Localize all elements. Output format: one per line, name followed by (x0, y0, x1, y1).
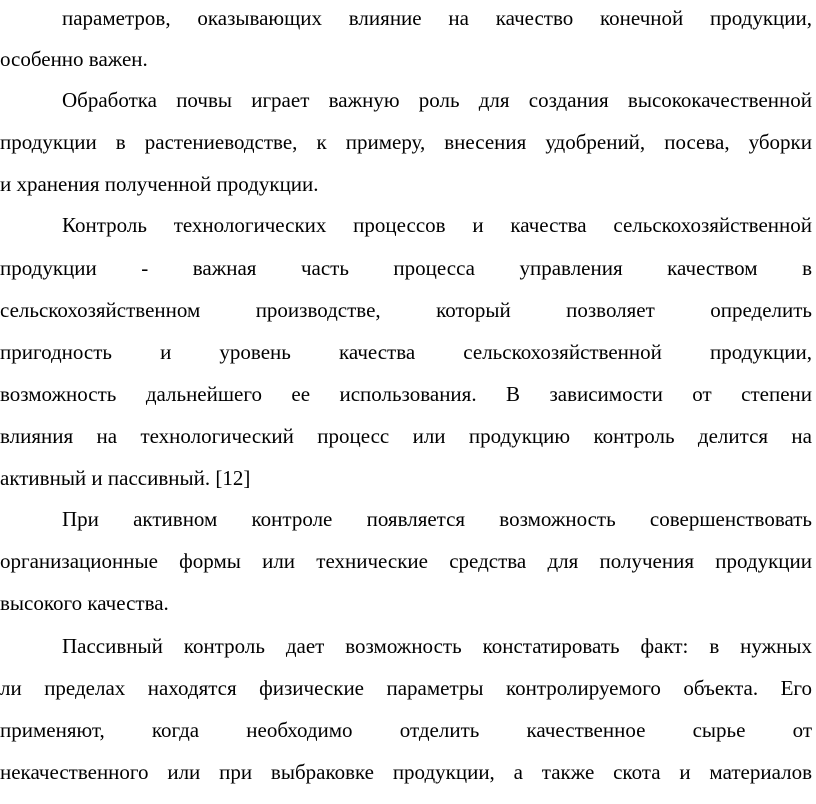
text-line: параметров, оказывающих влияние на качество конечной продукции, (62, 6, 812, 30)
text-line: возможность дальнейшего ее использования. В зависимости от степени (0, 382, 812, 406)
text-line: активный и пассивный. [12] (0, 466, 251, 490)
text-line: сельскохозяйственном производстве, который позволяет определить (0, 298, 812, 322)
text-line: Контроль технологических процессов и качества сельскохозяйственной (62, 213, 812, 237)
text-line: некачественного или при выбраковке продукции, а также скота и материалов (0, 760, 812, 784)
text-line: применяют, когда необходимо отделить качественное сырье от (0, 718, 812, 742)
text-line: и хранения полученной продукции. (0, 172, 319, 196)
text-line: пригодность и уровень качества сельскохозяйственной продукции, (0, 340, 812, 364)
text-line: высокого качества. (0, 591, 169, 615)
text-line: продукции в растениеводстве, к примеру, внесения удобрений, посева, уборки (0, 130, 812, 154)
text-line: особенно важен. (0, 47, 148, 71)
text-line: организационные формы или технические средства для получения продукции (0, 549, 812, 573)
text-line: продукции - важная часть процесса управления качеством в (0, 256, 812, 280)
text-line: влияния на технологический процесс или продукцию контроль делится на (0, 424, 812, 448)
text-line: Обработка почвы играет важную роль для создания высококачественной (62, 88, 812, 112)
text-line: При активном контроле появляется возможность совершенствовать (62, 507, 812, 531)
text-line: ли пределах находятся физические параметры контролируемого объекта. Его (0, 676, 812, 700)
text-line: Пассивный контроль дает возможность констатировать факт: в нужных (62, 634, 812, 658)
